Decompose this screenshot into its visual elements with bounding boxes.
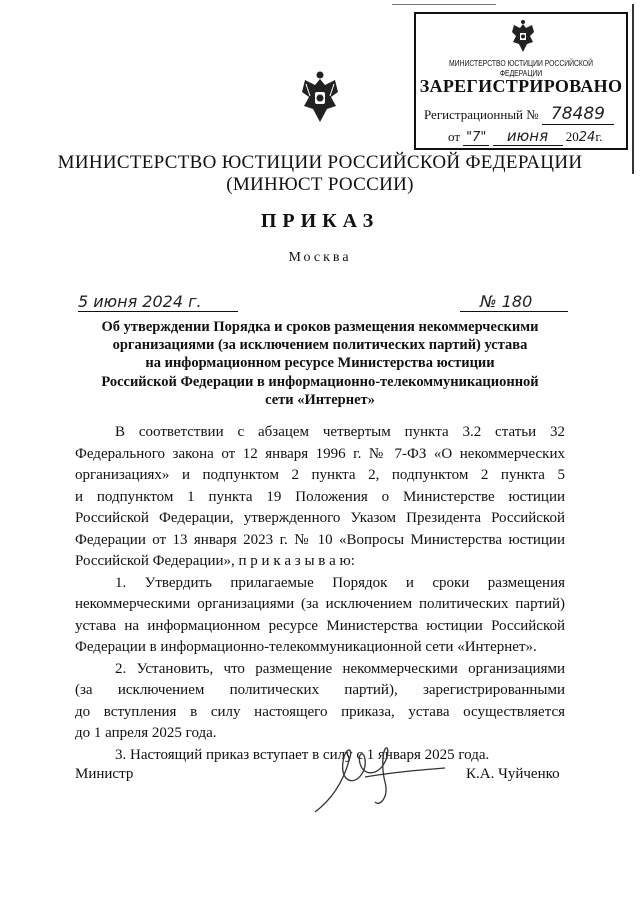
body-line: до вступления в силу настоящего приказа, устава осуществляется: [75, 703, 565, 720]
title-line: на информационном ресурсе Министерства юстиции: [145, 355, 495, 372]
year-prefix: 20: [565, 129, 579, 144]
scan-edge-line: [392, 4, 496, 5]
handwritten-signature: [305, 742, 455, 817]
date-prefix: от: [448, 129, 461, 144]
body-line: Российской Федерации», п р и к а з ы в а ю:: [75, 553, 355, 569]
coat-of-arms-icon: [508, 20, 538, 54]
order-title: [0, 318, 640, 409]
year-suffix: 24: [578, 130, 596, 145]
title-line: Российской Федерации в информационно-телекоммуникационной: [101, 373, 539, 390]
stamp-status: ЗАРЕГИСТРИРОВАНО: [419, 76, 623, 96]
body-line: организациях» и подпунктом 2 пункта 2, подпунктом 2 пункта 5: [75, 467, 565, 483]
body-line: (за исключением политических партий), зарегистрированными: [75, 682, 565, 698]
signatory-position: Министр: [75, 766, 134, 782]
body-line: некоммерческими организациями (за исключением политических партий): [75, 596, 565, 612]
order-body: [75, 422, 565, 766]
body-line: и подпунктом 1 пункта 19 Положения о Министерстве юстиции: [75, 488, 565, 505]
scan-edge-line: [632, 4, 634, 174]
ministry-header: [0, 152, 640, 196]
body-line: 3. Настоящий приказ вступает в силу с 1 января 2025 года.: [115, 746, 490, 763]
body-line: устава на информационном ресурсе Министерства юстиции Российской: [75, 617, 565, 634]
stamp-organization: МИНИСТЕРСТВО ЮСТИЦИИ РОССИЙСКОЙ ФЕДЕРАЦИИ: [449, 58, 593, 78]
title-line: Об утверждении Порядка и сроков размещения некоммерческими: [101, 319, 539, 335]
order-number: № 180: [460, 292, 568, 312]
stamp-month: июня: [493, 127, 563, 146]
reg-number: 78489: [542, 104, 614, 125]
body-line: В соответствии с абзацем четвертым пункта 3.2 статьи 32: [115, 424, 565, 440]
ministry-name: МИНИСТЕРСТВО ЮСТИЦИИ РОССИЙСКОЙ ФЕДЕРАЦИИ: [57, 152, 583, 173]
title-line: сети «Интернет»: [265, 391, 375, 408]
stamp-registration-number: [424, 104, 614, 125]
body-line: 1. Утвердить прилагаемые Порядок и сроки размещения: [115, 574, 565, 591]
stamp-day: "7": [463, 130, 489, 146]
order-date: 5 июня 2024 г.: [78, 292, 238, 312]
document-type: ПРИКАЗ: [260, 210, 380, 232]
ministry-short-name: (МИНЮСТ РОССИИ): [226, 174, 414, 195]
reg-label: Регистрационный №: [424, 107, 539, 122]
body-line: Федерального закона от 12 января 1996 г. № 7-ФЗ «О некоммерческих: [75, 445, 565, 462]
body-line: Федерации от 13 января 2023 г. № 10 «Вопросы Министерства юстиции: [75, 531, 565, 548]
coat-of-arms-icon: [298, 70, 342, 126]
year-label: г.: [595, 129, 603, 144]
title-line: организациями (за исключением политических партий) устава: [112, 337, 528, 354]
body-line: Российской Федерации, утвержденного Указом Президента Российской: [75, 510, 565, 526]
registration-stamp: [414, 12, 628, 150]
city: Москва: [288, 250, 352, 265]
signatory-name: К.А. Чуйченко: [466, 766, 560, 782]
body-line: 2. Установить, что размещение некоммерческими организациями: [115, 660, 565, 677]
body-line: Федерации в информационно-телекоммуникационной сети «Интернет».: [75, 639, 537, 655]
stamp-date: [448, 127, 602, 146]
body-line: до 1 апреля 2025 года.: [75, 725, 217, 741]
